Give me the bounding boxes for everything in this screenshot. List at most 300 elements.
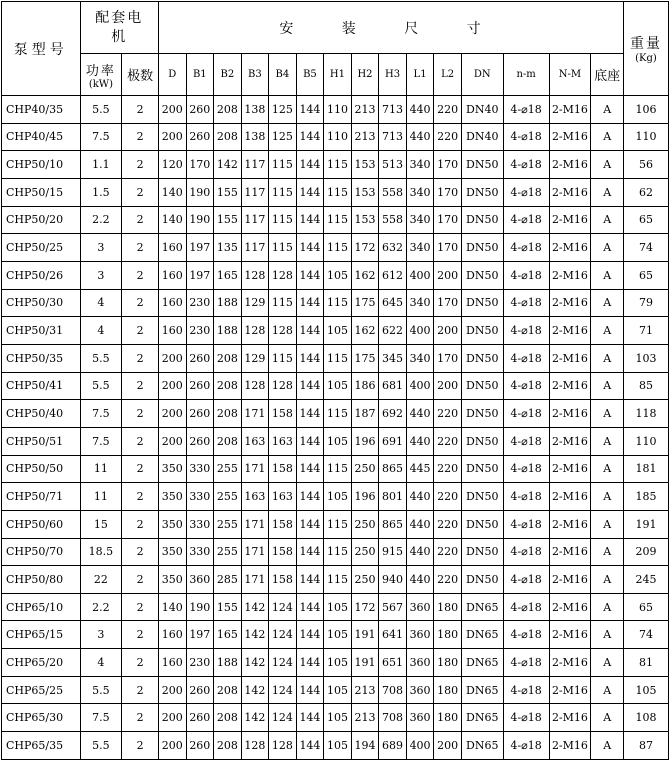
value-cell: 5.5 [80, 732, 122, 760]
value-cell: DN50 [461, 289, 503, 317]
value-cell: 220 [434, 538, 462, 566]
value-cell: 196 [351, 483, 379, 511]
value-cell: DN65 [461, 621, 503, 649]
value-cell: 160 [159, 289, 187, 317]
value-cell: 171 [241, 400, 269, 428]
table-row [2, 427, 669, 455]
value-cell: 2-M16 [549, 593, 591, 621]
model-cell: CHP50/20 [2, 206, 81, 234]
value-cell: 2-M16 [549, 344, 591, 372]
value-cell: 105 [324, 261, 352, 289]
model-cell: CHP40/35 [2, 96, 81, 124]
value-cell: 56 [624, 151, 669, 179]
model-cell: CHP50/31 [2, 317, 81, 345]
value-cell: 360 [406, 649, 434, 677]
model-cell: CHP50/50 [2, 455, 81, 483]
model-cell: CHP65/30 [2, 704, 81, 732]
value-cell: 7.5 [80, 704, 122, 732]
value-cell: 170 [434, 206, 462, 234]
value-cell: 641 [379, 621, 407, 649]
dim-header-l2: L2 [434, 54, 462, 96]
value-cell: 153 [351, 206, 379, 234]
value-cell: A [591, 566, 624, 594]
value-cell: 197 [186, 621, 214, 649]
value-cell: A [591, 704, 624, 732]
value-cell: 142 [241, 676, 269, 704]
value-cell: 128 [241, 732, 269, 760]
value-cell: 115 [324, 538, 352, 566]
value-cell: 110 [624, 123, 669, 151]
value-cell: A [591, 317, 624, 345]
value-cell: 260 [186, 676, 214, 704]
value-cell: 4-⌀18 [503, 344, 549, 372]
value-cell: 350 [159, 483, 187, 511]
value-cell: 153 [351, 151, 379, 179]
value-cell: 4-⌀18 [503, 593, 549, 621]
value-cell: 2-M16 [549, 234, 591, 262]
value-cell: 105 [324, 732, 352, 760]
value-cell: DN50 [461, 261, 503, 289]
value-cell: 220 [434, 510, 462, 538]
value-cell: 15 [80, 510, 122, 538]
value-cell: 513 [379, 151, 407, 179]
value-cell: A [591, 96, 624, 124]
value-cell: 144 [296, 261, 324, 289]
value-cell: 125 [269, 96, 297, 124]
value-cell: 129 [241, 289, 269, 317]
value-cell: 200 [159, 123, 187, 151]
value-cell: 171 [241, 455, 269, 483]
value-cell: 181 [624, 455, 669, 483]
value-cell: 124 [269, 704, 297, 732]
value-cell: 940 [379, 566, 407, 594]
value-cell: 350 [159, 510, 187, 538]
value-cell: 158 [269, 566, 297, 594]
value-cell: 4-⌀18 [503, 455, 549, 483]
model-cell: CHP50/40 [2, 400, 81, 428]
value-cell: 5.5 [80, 96, 122, 124]
table-header [2, 2, 669, 96]
value-cell: 5.5 [80, 676, 122, 704]
value-cell: 2.2 [80, 593, 122, 621]
value-cell: 117 [241, 178, 269, 206]
value-cell: 103 [624, 344, 669, 372]
value-cell: 622 [379, 317, 407, 345]
table-row [2, 206, 669, 234]
value-cell: 2-M16 [549, 455, 591, 483]
value-cell: 200 [159, 372, 187, 400]
value-cell: 18.5 [80, 538, 122, 566]
value-cell: 2 [122, 96, 159, 124]
value-cell: A [591, 649, 624, 677]
value-cell: 144 [296, 206, 324, 234]
value-cell: 4-⌀18 [503, 178, 549, 206]
value-cell: 213 [351, 123, 379, 151]
value-cell: DN50 [461, 206, 503, 234]
value-cell: 163 [241, 483, 269, 511]
value-cell: 260 [186, 123, 214, 151]
value-cell: 200 [159, 676, 187, 704]
value-cell: 3 [80, 234, 122, 262]
value-cell: 129 [241, 344, 269, 372]
value-cell: DN65 [461, 704, 503, 732]
value-cell: 4-⌀18 [503, 372, 549, 400]
value-cell: 220 [434, 427, 462, 455]
value-cell: 208 [214, 372, 242, 400]
value-cell: 172 [351, 593, 379, 621]
value-cell: 250 [351, 566, 379, 594]
value-cell: 186 [351, 372, 379, 400]
value-cell: 170 [434, 178, 462, 206]
value-cell: 170 [186, 151, 214, 179]
value-cell: 128 [241, 261, 269, 289]
value-cell: 2 [122, 510, 159, 538]
dim-header-b2: B2 [214, 54, 242, 96]
poles-header [122, 54, 159, 96]
value-cell: DN50 [461, 151, 503, 179]
value-cell: 2-M16 [549, 538, 591, 566]
motor-label: 配套电机 [95, 9, 144, 45]
value-cell: 115 [324, 510, 352, 538]
value-cell: 200 [159, 427, 187, 455]
value-cell: 124 [269, 649, 297, 677]
value-cell: 4-⌀18 [503, 649, 549, 677]
value-cell: 4-⌀18 [503, 234, 549, 262]
value-cell: 567 [379, 593, 407, 621]
value-cell: 865 [379, 455, 407, 483]
value-cell: 144 [296, 621, 324, 649]
value-cell: 2-M16 [549, 676, 591, 704]
value-cell: 340 [406, 151, 434, 179]
value-cell: 4-⌀18 [503, 400, 549, 428]
value-cell: A [591, 400, 624, 428]
value-cell: 2 [122, 206, 159, 234]
value-cell: 170 [434, 289, 462, 317]
value-cell: 651 [379, 649, 407, 677]
model-cell: CHP50/60 [2, 510, 81, 538]
table-row [2, 455, 669, 483]
model-cell: CHP50/30 [2, 289, 81, 317]
value-cell: 4-⌀18 [503, 704, 549, 732]
value-cell: 108 [624, 704, 669, 732]
value-cell: 124 [269, 676, 297, 704]
value-cell: 2 [122, 261, 159, 289]
table-row [2, 732, 669, 760]
value-cell: 74 [624, 234, 669, 262]
value-cell: 142 [241, 593, 269, 621]
value-cell: 285 [214, 566, 242, 594]
model-cell: CHP50/70 [2, 538, 81, 566]
value-cell: 2 [122, 123, 159, 151]
value-cell: 558 [379, 178, 407, 206]
value-cell: 115 [324, 234, 352, 262]
value-cell: 163 [269, 427, 297, 455]
model-cell: CHP50/10 [2, 151, 81, 179]
value-cell: 2-M16 [549, 510, 591, 538]
dim-header-h3: H3 [379, 54, 407, 96]
value-cell: 142 [214, 151, 242, 179]
value-cell: 87 [624, 732, 669, 760]
value-cell: 117 [241, 234, 269, 262]
value-cell: A [591, 621, 624, 649]
value-cell: 4-⌀18 [503, 566, 549, 594]
value-cell: 162 [351, 317, 379, 345]
value-cell: 200 [159, 704, 187, 732]
value-cell: 2-M16 [549, 206, 591, 234]
value-cell: DN50 [461, 372, 503, 400]
value-cell: A [591, 732, 624, 760]
value-cell: 350 [159, 566, 187, 594]
value-cell: 144 [296, 96, 324, 124]
value-cell: 440 [406, 400, 434, 428]
value-cell: 400 [406, 732, 434, 760]
value-cell: 208 [214, 400, 242, 428]
value-cell: 135 [214, 234, 242, 262]
value-cell: DN50 [461, 400, 503, 428]
value-cell: 65 [624, 593, 669, 621]
value-cell: A [591, 178, 624, 206]
value-cell: 330 [186, 538, 214, 566]
value-cell: DN40 [461, 123, 503, 151]
value-cell: 180 [434, 676, 462, 704]
value-cell: 7.5 [80, 123, 122, 151]
value-cell: 105 [324, 593, 352, 621]
value-cell: 110 [324, 123, 352, 151]
value-cell: 128 [269, 261, 297, 289]
model-cell: CHP65/35 [2, 732, 81, 760]
table-row [2, 538, 669, 566]
value-cell: 160 [159, 234, 187, 262]
value-cell: 440 [406, 427, 434, 455]
value-cell: 163 [269, 483, 297, 511]
value-cell: 110 [324, 96, 352, 124]
value-cell: 115 [324, 289, 352, 317]
value-cell: 144 [296, 566, 324, 594]
value-cell: 260 [186, 427, 214, 455]
value-cell: A [591, 538, 624, 566]
table-row [2, 289, 669, 317]
value-cell: A [591, 455, 624, 483]
power-header [80, 54, 122, 96]
value-cell: 2 [122, 621, 159, 649]
value-cell: 170 [434, 234, 462, 262]
value-cell: 163 [241, 427, 269, 455]
value-cell: 350 [159, 455, 187, 483]
table-row [2, 566, 669, 594]
value-cell: 140 [159, 593, 187, 621]
value-cell: 255 [214, 538, 242, 566]
value-cell: 128 [269, 317, 297, 345]
value-cell: 400 [406, 317, 434, 345]
value-cell: 144 [296, 510, 324, 538]
value-cell: 440 [406, 123, 434, 151]
value-cell: A [591, 206, 624, 234]
value-cell: 5.5 [80, 344, 122, 372]
value-cell: 360 [406, 593, 434, 621]
value-cell: 172 [351, 234, 379, 262]
value-cell: 4-⌀18 [503, 96, 549, 124]
value-cell: 713 [379, 96, 407, 124]
model-cell: CHP50/26 [2, 261, 81, 289]
value-cell: 158 [269, 400, 297, 428]
value-cell: 110 [624, 427, 669, 455]
value-cell: 191 [624, 510, 669, 538]
value-cell: 220 [434, 566, 462, 594]
value-cell: 140 [159, 206, 187, 234]
dim-header-n-m: n-m [503, 54, 549, 96]
value-cell: 213 [351, 676, 379, 704]
value-cell: 62 [624, 178, 669, 206]
table-row [2, 261, 669, 289]
value-cell: 645 [379, 289, 407, 317]
value-cell: 144 [296, 400, 324, 428]
value-cell: 801 [379, 483, 407, 511]
value-cell: 330 [186, 483, 214, 511]
value-cell: 2-M16 [549, 372, 591, 400]
value-cell: 115 [324, 400, 352, 428]
value-cell: 250 [351, 538, 379, 566]
value-cell: 115 [324, 206, 352, 234]
value-cell: 350 [159, 538, 187, 566]
value-cell: 345 [379, 344, 407, 372]
value-cell: 190 [186, 206, 214, 234]
value-cell: A [591, 289, 624, 317]
value-cell: 117 [241, 151, 269, 179]
model-cell: CHP65/20 [2, 649, 81, 677]
table-row [2, 234, 669, 262]
value-cell: 170 [434, 344, 462, 372]
value-cell: 2 [122, 676, 159, 704]
value-cell: 245 [624, 566, 669, 594]
table-row [2, 178, 669, 206]
value-cell: 2 [122, 344, 159, 372]
power-label: 功率 [85, 63, 116, 79]
pump-dimension-table [1, 1, 669, 760]
value-cell: 2 [122, 372, 159, 400]
value-cell: 250 [351, 510, 379, 538]
value-cell: 162 [351, 261, 379, 289]
value-cell: 105 [624, 676, 669, 704]
value-cell: 330 [186, 455, 214, 483]
value-cell: 144 [296, 676, 324, 704]
value-cell: DN50 [461, 566, 503, 594]
value-cell: 708 [379, 676, 407, 704]
value-cell: 360 [406, 621, 434, 649]
value-cell: DN50 [461, 510, 503, 538]
value-cell: 144 [296, 289, 324, 317]
value-cell: 153 [351, 178, 379, 206]
model-cell: CHP40/45 [2, 123, 81, 151]
value-cell: A [591, 510, 624, 538]
value-cell: 915 [379, 538, 407, 566]
dim-header-b4: B4 [269, 54, 297, 96]
value-cell: 115 [269, 234, 297, 262]
value-cell: 128 [241, 372, 269, 400]
value-cell: 144 [296, 178, 324, 206]
value-cell: 115 [324, 178, 352, 206]
value-cell: A [591, 427, 624, 455]
value-cell: 105 [324, 317, 352, 345]
value-cell: 2 [122, 483, 159, 511]
value-cell: 144 [296, 483, 324, 511]
value-cell: DN50 [461, 455, 503, 483]
value-cell: 197 [186, 261, 214, 289]
value-cell: 175 [351, 344, 379, 372]
value-cell: 185 [624, 483, 669, 511]
value-cell: 160 [159, 261, 187, 289]
model-cell: CHP50/51 [2, 427, 81, 455]
install-dims-header [159, 2, 624, 54]
value-cell: 190 [186, 178, 214, 206]
value-cell: A [591, 261, 624, 289]
model-cell: CHP50/41 [2, 372, 81, 400]
value-cell: DN50 [461, 538, 503, 566]
value-cell: 124 [269, 621, 297, 649]
value-cell: 4-⌀18 [503, 676, 549, 704]
value-cell: 2-M16 [549, 151, 591, 179]
value-cell: 260 [186, 372, 214, 400]
value-cell: DN40 [461, 96, 503, 124]
value-cell: 115 [269, 344, 297, 372]
value-cell: DN50 [461, 178, 503, 206]
value-cell: 440 [406, 510, 434, 538]
value-cell: 160 [159, 649, 187, 677]
value-cell: 196 [351, 427, 379, 455]
value-cell: 220 [434, 96, 462, 124]
value-cell: 340 [406, 178, 434, 206]
value-cell: 144 [296, 732, 324, 760]
value-cell: 79 [624, 289, 669, 317]
value-cell: 691 [379, 427, 407, 455]
value-cell: 2-M16 [549, 649, 591, 677]
weight-label: 重量 [630, 36, 662, 52]
value-cell: 250 [351, 455, 379, 483]
value-cell: 2 [122, 566, 159, 594]
value-cell: 445 [406, 455, 434, 483]
value-cell: 191 [351, 621, 379, 649]
dim-header-l1: L1 [406, 54, 434, 96]
value-cell: 140 [159, 178, 187, 206]
install-dims-label: 安 装 尺 寸 [279, 20, 503, 37]
value-cell: 681 [379, 372, 407, 400]
value-cell: 2 [122, 289, 159, 317]
value-cell: 144 [296, 372, 324, 400]
value-cell: 2-M16 [549, 317, 591, 345]
table-body [2, 96, 669, 760]
value-cell: 2 [122, 234, 159, 262]
value-cell: 208 [214, 427, 242, 455]
value-cell: 128 [241, 317, 269, 345]
value-cell: 200 [434, 261, 462, 289]
value-cell: 138 [241, 123, 269, 151]
value-cell: 230 [186, 289, 214, 317]
pump-model-header [2, 2, 81, 96]
value-cell: 208 [214, 96, 242, 124]
value-cell: 175 [351, 289, 379, 317]
value-cell: 11 [80, 455, 122, 483]
value-cell: 2 [122, 732, 159, 760]
dim-header--: 底座 [591, 54, 624, 96]
value-cell: 2 [122, 455, 159, 483]
value-cell: 105 [324, 704, 352, 732]
value-cell: 142 [241, 649, 269, 677]
value-cell: 22 [80, 566, 122, 594]
value-cell: 2-M16 [549, 566, 591, 594]
dim-header-b1: B1 [186, 54, 214, 96]
table-row [2, 510, 669, 538]
motor-header [80, 2, 159, 54]
value-cell: 115 [324, 455, 352, 483]
